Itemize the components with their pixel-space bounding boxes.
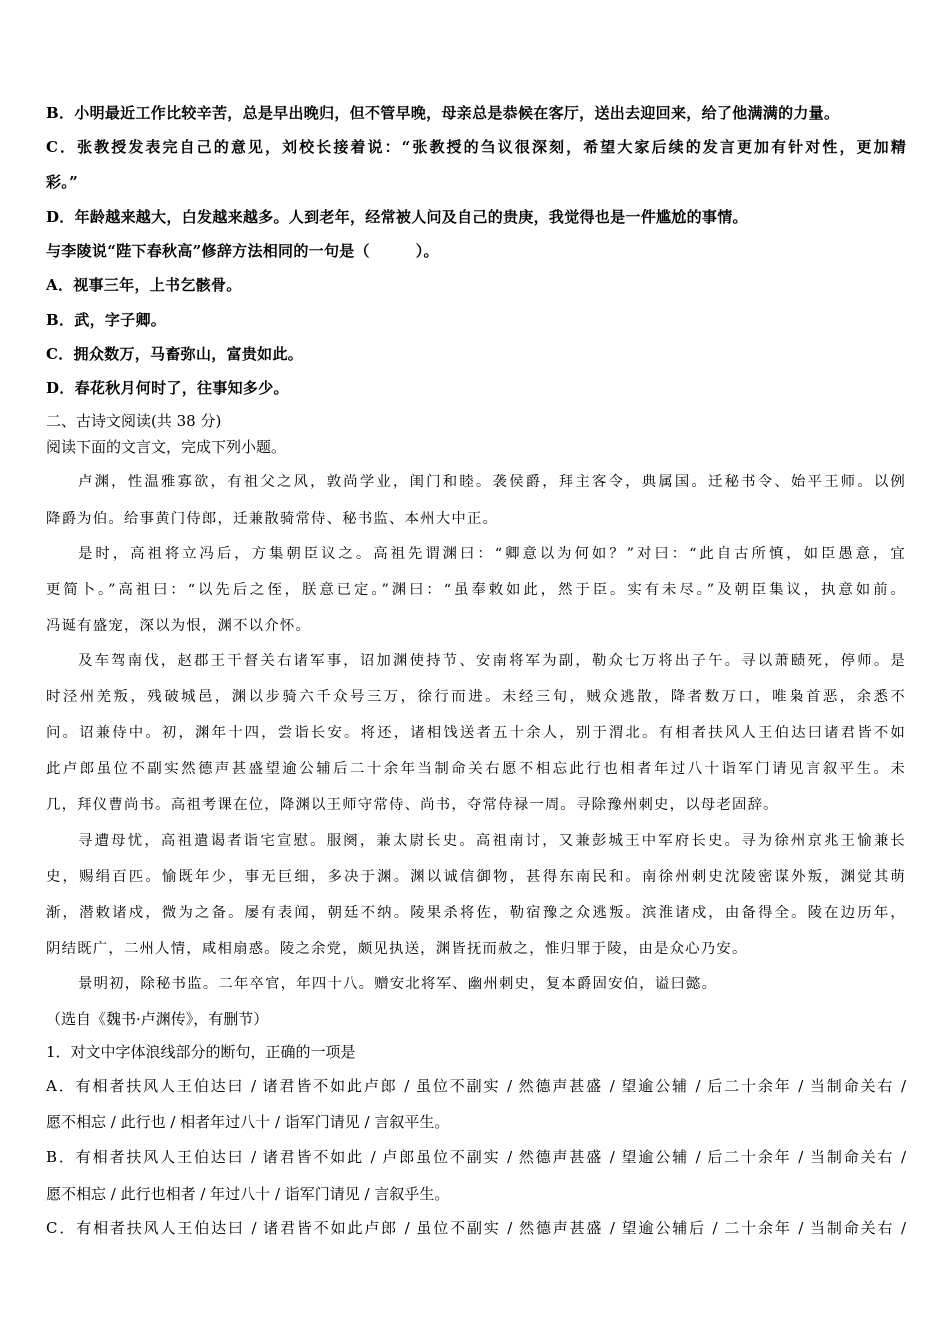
answer-a: A．有相者扶风人王伯达曰 / 诸君皆不如此卢郎 / 虽位不副实 / 然德声甚盛 / 望逾公辅 / 后二十余年 / 当制命关右 / bbox=[46, 1077, 906, 1095]
section-heading: 二、古诗文阅读(共 38 分) bbox=[46, 412, 222, 430]
option-b-sentence: B．小明最近工作比较辛苦，总是早出晚归，但不管早晚，母亲总是恭候在客厅，送出去迎回来，给了他满满的力量。 bbox=[46, 104, 840, 122]
answer-b: B．有相者扶风人王伯达曰 / 诸君皆不如此 / 卢郎虽位不副实 / 然德声甚盛 / 望逾公辅 / 后二十余年 / 当制命关右 / bbox=[46, 1148, 906, 1166]
question-rhetoric: 与李陵说“陛下春秋高”修辞方法相同的一句是（ ）。 bbox=[46, 242, 439, 260]
option-c-sentence-cont: 彩。” bbox=[46, 173, 79, 191]
passage-line: 渐，潜敕诸戍，微为之备。屡有表闻，朝廷不纳。陵果杀将佐，勒宿豫之众逃叛。滨淮诸戍，由备得全。陵在边历年， bbox=[46, 905, 906, 921]
option-c: C．拥众数万，马畜弥山，富贵如此。 bbox=[46, 345, 304, 363]
passage-line: 几，拜仪曹尚书。高祖考课在位，降渊以王师守常侍、尚书，夺常侍禄一周。寻除豫州刺史，以母老固辞。 bbox=[46, 797, 779, 813]
option-a: A．视事三年，上书乞骸骨。 bbox=[46, 276, 242, 294]
passage-line: 史，赐绢百匹。愉既年少，事无巨细，多决于渊。渊以诚信御物，甚得东南民和。南徐州刺史沈陵密谋外叛，渊觉其萌 bbox=[46, 869, 906, 885]
passage-line: 降爵为伯。给事黄门侍郎，迁兼散骑常侍、秘书监、本州大中正。 bbox=[46, 511, 499, 527]
passage-line: 时泾州羌叛，残破城邑，渊以步骑六千众号三万，徐行而进。未经三旬，贼众逃散，降者数万口，唯枭首恶，余悉不 bbox=[46, 689, 906, 705]
option-d-sentence: D．年龄越来越大，白发越来越多。人到老年，经常被人问及自己的贵庚，我觉得也是一件尴尬的事情。 bbox=[46, 208, 748, 226]
passage-line: 景明初，除秘书监。二年卒官，年四十八。赠安北将军、幽州刺史，复本爵固安伯，谥曰懿。 bbox=[78, 976, 718, 992]
passage-line: 此卢郎虽位不副实然德声甚盛望逾公辅后二十余年当制命关右愿不相忘此行也相者年过八十诣军门请见言叙平生。未 bbox=[46, 761, 906, 777]
passage-line: 及车驾南伐，赵郡王干督关右诸军事，诏加渊使持节、安南将军为副，勒众七万将出子午。寻以萧赜死，停师。是 bbox=[78, 653, 906, 669]
option-c-sentence: C．张教授发表完自己的意见，刘校长接着说：“张教授的刍议很深刻，希望大家后续的发言更加有针对性，更加精 bbox=[46, 138, 906, 156]
source-note: （选自《魏书·卢渊传》，有删节） bbox=[46, 1010, 269, 1028]
option-b: B．武，字子卿。 bbox=[46, 311, 167, 329]
answer-c: C．有相者扶风人王伯达曰 / 诸君皆不如此卢郎 / 虽位不副实 / 然德声甚盛 / 望逾公辅后 / 二十余年 / 当制命关右 / bbox=[46, 1219, 906, 1237]
passage-line: 卢渊，性温雅寡欲，有祖父之风，敦尚学业，闺门和睦。袭侯爵，拜主客令，典属国。迁秘书令、始平王师。以例 bbox=[78, 474, 906, 490]
reading-instruction: 阅读下面的文言文，完成下列小题。 bbox=[46, 438, 287, 456]
passage-line: 问。诏兼侍中。初，渊年十四，尝诣长安。将还，诸相饯送者五十余人，别于渭北。有相者扶风人王伯达曰诸君皆不如 bbox=[46, 725, 906, 741]
option-d: D．春花秋月何时了，往事知多少。 bbox=[46, 379, 289, 397]
question-1: 1．对文中字体浪线部分的断句，正确的一项是 bbox=[46, 1043, 356, 1061]
passage-line: 寻遭母忧，高祖遣谒者诣宅宣慰。服阕，兼太尉长史。高祖南讨，又兼彭城王中军府长史。寻为徐州京兆王愉兼长 bbox=[78, 833, 906, 849]
passage-line: 是时，高祖将立冯后，方集朝臣议之。高祖先谓渊曰：“卿意以为何如？”对曰：“此自古所慎，如臣愚意，宜 bbox=[78, 546, 906, 562]
passage-line: 冯诞有盛宠，深以为恨，渊不以介怀。 bbox=[46, 618, 312, 634]
passage-line: 更简卜。”高祖曰：“以先后之侄，朕意已定。”渊曰：“虽奉敕如此，然于臣。实有未尽。”及朝臣集议，执意如前。 bbox=[46, 582, 906, 598]
answer-a-cont: 愿不相忘 / 此行也 / 相者年过八十 / 诣军门请见 / 言叙平生。 bbox=[46, 1113, 450, 1131]
passage-line: 阴结既广，二州人情，咸相扇惑。陵之余党，颇见执送，渊皆抚而赦之，惟归罪于陵，由是众心乃安。 bbox=[46, 941, 748, 957]
answer-b-cont: 愿不相忘 / 此行也相者 / 年过八十 / 诣军门请见 / 言叙乎生。 bbox=[46, 1185, 450, 1203]
